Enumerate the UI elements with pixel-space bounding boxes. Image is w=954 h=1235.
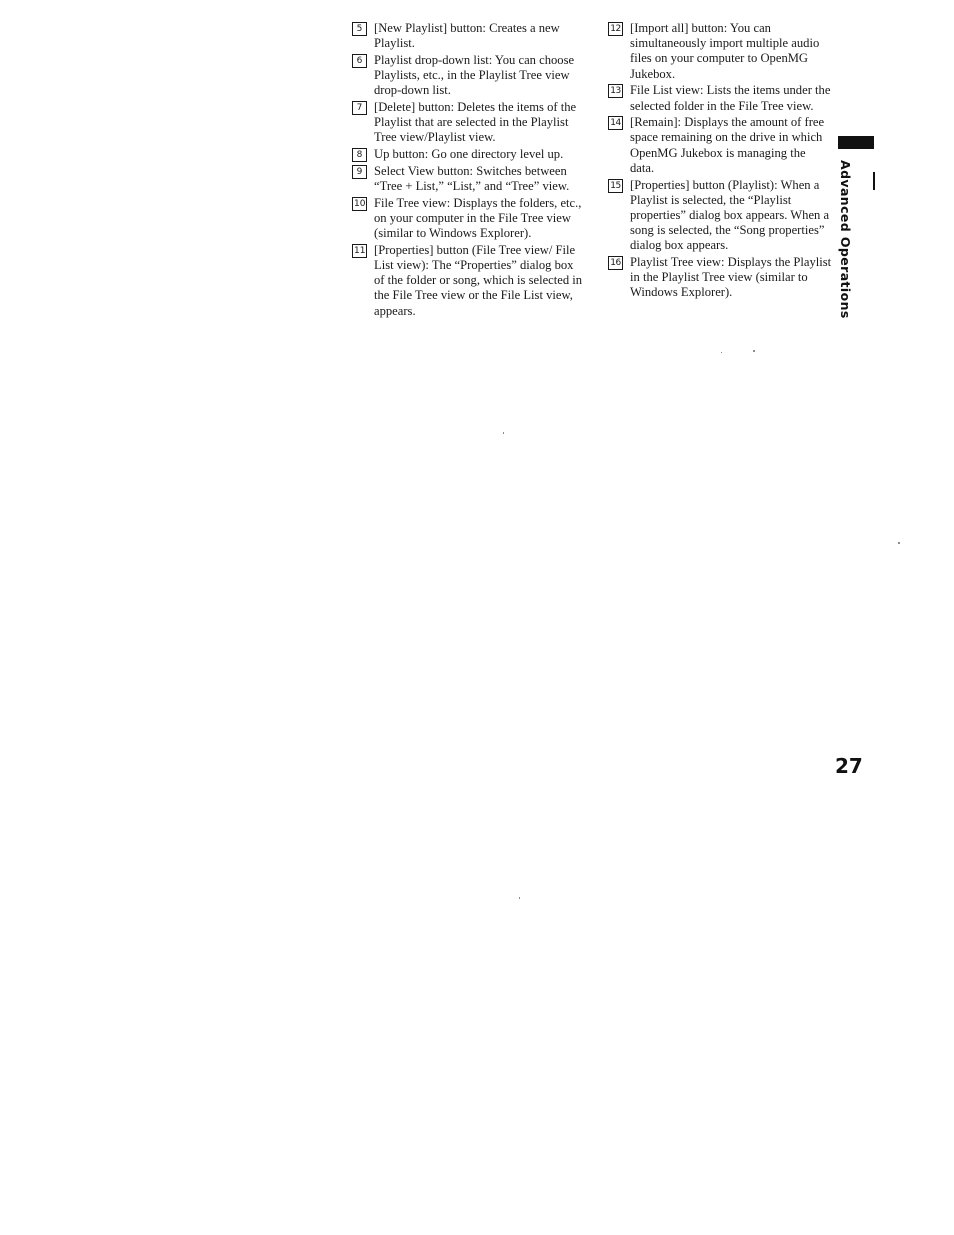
list-item bbox=[608, 255, 832, 301]
item-number-badge: 7 bbox=[352, 101, 367, 115]
item-description: Up button: Go one directory level up. bbox=[374, 147, 564, 162]
item-number-badge: 16 bbox=[608, 256, 623, 270]
section-tab-marker bbox=[838, 136, 874, 149]
item-description: File Tree view: Displays the folders, etc., on your computer in the File Tree view (similar to Windows Explorer). bbox=[374, 195, 582, 241]
item-description: Playlist drop-down list: You can choose Playlists, etc., in the Playlist Tree view drop-down list. bbox=[374, 52, 575, 98]
item-number-badge: 15 bbox=[608, 179, 623, 193]
item-description: [Properties] button (File Tree view/ File List view): The “Properties” dialog box of the folder or song, which is selected in the File Tree view or the File List view, appears. bbox=[374, 242, 583, 318]
scan-speck bbox=[519, 897, 520, 899]
item-number-badge: 13 bbox=[608, 84, 623, 98]
item-description: [Remain]: Displays the amount of free space remaining on the drive in which OpenMG Jukebox is managing the data. bbox=[630, 115, 825, 175]
item-description: [New Playlist] button: Creates a new Playlist. bbox=[374, 21, 560, 51]
item-number-badge: 6 bbox=[352, 54, 367, 68]
scan-speck bbox=[721, 352, 722, 353]
list-item bbox=[608, 178, 832, 254]
item-number-badge: 8 bbox=[352, 148, 367, 162]
item-description: File List view: Lists the items under the selected folder in the File Tree view. bbox=[630, 83, 831, 113]
list-item bbox=[352, 100, 584, 146]
list-item bbox=[608, 21, 832, 82]
item-number-badge: 5 bbox=[352, 22, 367, 36]
item-description: [Delete] button: Deletes the items of the Playlist that are selected in the Playlist Tree view/Playlist view. bbox=[374, 100, 577, 145]
item-number-badge: 9 bbox=[352, 165, 367, 179]
scan-speck bbox=[503, 432, 504, 434]
right-column bbox=[608, 21, 832, 302]
list-item bbox=[352, 243, 584, 319]
item-number-badge: 11 bbox=[354, 245, 366, 256]
item-description: [Import all] button: You can simultaneously import multiple audio files on your computer to OpenMG Jukebox. bbox=[630, 21, 820, 81]
scan-speck bbox=[898, 542, 900, 544]
item-number-badge: 10 bbox=[354, 198, 366, 209]
left-column bbox=[352, 21, 584, 320]
list-item bbox=[352, 196, 584, 242]
list-item bbox=[608, 115, 832, 176]
margin-rule bbox=[873, 172, 875, 190]
item-number-badge: 14 bbox=[608, 116, 623, 130]
list-item bbox=[352, 53, 584, 99]
page-number: 27 bbox=[835, 754, 863, 778]
item-description: [Properties] button (Playlist): When a Playlist is selected, the “Playlist properties” dialog box appears. When a song is selected, the “Song properties” dialog box appears. bbox=[630, 177, 830, 253]
scan-speck bbox=[753, 350, 755, 352]
item-description: Playlist Tree view: Displays the Playlist in the Playlist Tree view (similar to Windows Explorer). bbox=[630, 255, 832, 300]
list-item bbox=[352, 147, 584, 162]
list-item bbox=[608, 83, 832, 113]
list-item bbox=[352, 164, 584, 194]
section-side-label: Advanced Operations bbox=[838, 160, 853, 319]
list-item bbox=[352, 21, 584, 51]
item-description: Select View button: Switches between “Tree + List,” “List,” and “Tree” view. bbox=[374, 163, 570, 194]
item-number-badge: 12 bbox=[608, 22, 623, 36]
